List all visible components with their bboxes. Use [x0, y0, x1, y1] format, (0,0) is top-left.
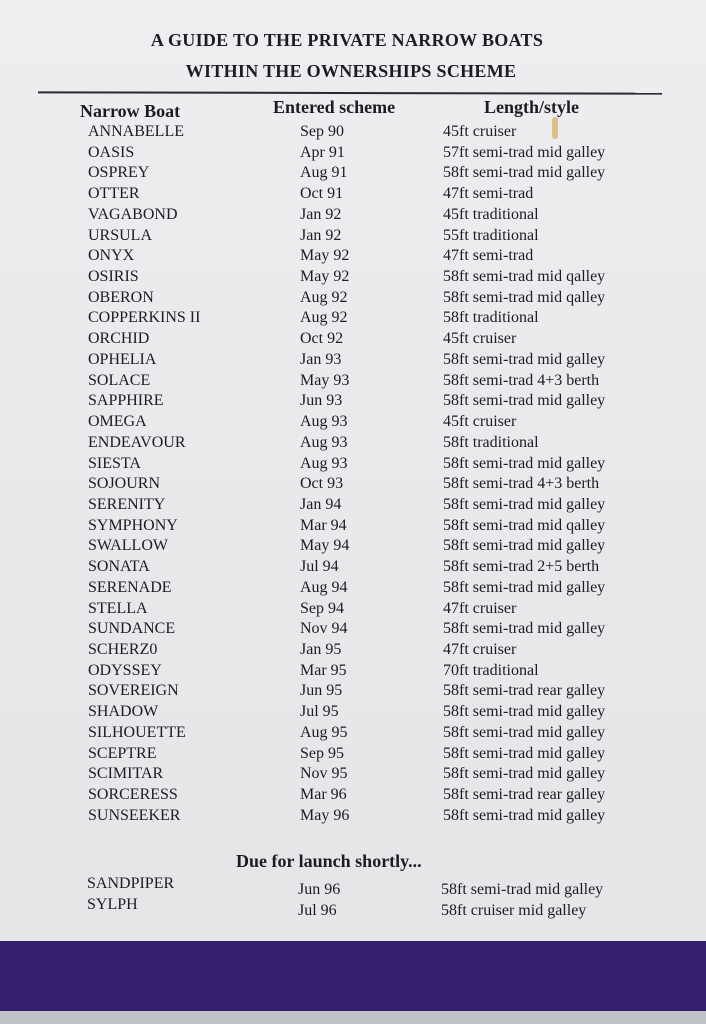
boat-name: OBERON — [88, 288, 154, 306]
boat-name: ENDEAVOUR — [88, 433, 186, 451]
boat-name: ODYSSEY — [88, 661, 162, 679]
table-row — [0, 723, 706, 744]
boat-name: ONYX — [88, 247, 135, 265]
length-style: 58ft semi-trad mid galley — [443, 495, 606, 513]
length-style: 58ft traditional — [443, 433, 539, 451]
entered-date: Aug 93 — [300, 433, 348, 451]
table-row — [0, 557, 706, 578]
table-row — [0, 744, 706, 765]
table-row — [0, 536, 706, 557]
table-row — [0, 702, 706, 723]
table-row — [0, 246, 706, 267]
length-style: 58ft semi-trad 4+3 berth — [443, 371, 600, 389]
entered-date: Jun 96 — [298, 881, 341, 898]
boat-name: SONATA — [88, 558, 150, 576]
table-row — [0, 371, 706, 392]
length-style: 58ft semi-trad mid galley — [443, 806, 606, 824]
boat-name: SYLPH — [87, 896, 138, 913]
length-style: 45ft traditional — [443, 205, 539, 223]
length-style: 45ft cruiser — [443, 413, 517, 431]
table-row — [0, 474, 706, 495]
column-header-entered-scheme: Entered scheme — [273, 97, 396, 117]
table-row — [0, 661, 706, 682]
length-style: 47ft semi-trad — [443, 247, 534, 265]
entered-date: Oct 91 — [300, 185, 344, 203]
boat-name: OASIS — [88, 143, 135, 161]
table-row — [0, 894, 706, 919]
table-row — [0, 681, 706, 702]
length-style: 47ft cruiser — [443, 640, 517, 658]
boat-name: ANNABELLE — [88, 123, 184, 140]
length-style: 47ft semi-trad — [443, 185, 534, 203]
boat-name: STELLA — [88, 599, 148, 617]
entered-date: Jun 93 — [300, 392, 343, 410]
length-style: 58ft semi-trad mid galley — [443, 164, 606, 182]
table-row — [0, 433, 706, 454]
length-style: 58ft semi-trad mid galley — [443, 620, 606, 638]
length-style: 58ft semi-trad 2+5 berth — [443, 558, 600, 576]
entered-date: Aug 92 — [300, 288, 348, 306]
boat-name: OSIRIS — [88, 268, 139, 286]
table-row — [0, 184, 706, 205]
table-row — [0, 288, 706, 309]
entered-date: Mar 94 — [300, 516, 347, 534]
entered-date: Aug 94 — [300, 578, 348, 596]
length-style: 70ft traditional — [443, 661, 539, 679]
boat-name: OTTER — [88, 185, 140, 203]
table-row — [0, 578, 706, 599]
entered-date: May 92 — [300, 268, 350, 286]
length-style: 58ft semi-trad mid qalley — [443, 288, 606, 306]
length-style: 58ft semi-trad mid galley — [443, 578, 606, 596]
entered-date: Nov 94 — [300, 620, 348, 638]
table-row — [0, 619, 706, 640]
table-row — [0, 226, 706, 247]
boat-name: SYMPHONY — [88, 516, 178, 534]
boat-name: SOVEREIGN — [88, 682, 179, 700]
header-divider — [38, 91, 662, 94]
length-style: 45ft cruiser — [443, 330, 517, 348]
table-row — [0, 599, 706, 620]
table-row — [0, 764, 706, 785]
boat-name: SCEPTRE — [88, 744, 157, 762]
entered-date: Apr 91 — [300, 143, 345, 161]
entered-date: Mar 95 — [300, 661, 347, 679]
page-title-line-2: WITHIN THE OWNERSHIPS SCHEME — [185, 61, 517, 81]
length-style: 58ft semi-trad mid galley — [443, 350, 606, 368]
table-row — [0, 391, 706, 412]
table-row — [0, 329, 706, 350]
length-style: 47ft cruiser — [443, 599, 517, 617]
entered-date: Jan 94 — [300, 495, 342, 513]
length-style: 58ft semi-trad mid galley — [443, 537, 606, 555]
launch-heading: Due for launch shortly... — [236, 851, 422, 871]
entered-date: May 93 — [300, 371, 350, 389]
entered-date: Aug 92 — [300, 309, 348, 327]
boat-name: VAGABOND — [88, 205, 178, 223]
entered-date: Jun 95 — [300, 682, 343, 700]
length-style: 58ft semi-trad mid galley — [441, 881, 604, 898]
table-row — [0, 143, 706, 164]
table-row — [0, 122, 706, 143]
boat-name: SIESTA — [88, 454, 141, 472]
boat-name: SANDPIPER — [87, 875, 175, 892]
length-style: 58ft traditional — [443, 309, 539, 327]
table-row — [0, 806, 706, 827]
footer-band — [0, 941, 706, 1011]
length-style: 58ft semi-trad rear galley — [443, 682, 606, 700]
entered-date: Jan 92 — [300, 226, 342, 244]
length-style: 58ft cruiser mid galley — [441, 902, 587, 919]
boat-name: URSULA — [88, 226, 153, 244]
boat-name: SCIMITAR — [88, 765, 164, 783]
table-row — [0, 267, 706, 288]
page-title-line-1: A GUIDE TO THE PRIVATE NARROW BOATS — [150, 30, 544, 50]
boat-name: SHADOW — [88, 703, 159, 721]
table-row — [0, 308, 706, 329]
length-style: 58ft semi-trad mid galley — [443, 454, 606, 472]
boat-name: SWALLOW — [88, 537, 168, 555]
length-style: 55ft traditional — [443, 226, 539, 244]
table-row — [0, 785, 706, 806]
boat-table — [0, 122, 706, 826]
entered-date: May 96 — [300, 806, 350, 824]
table-row — [0, 163, 706, 184]
entered-date: Jan 95 — [300, 640, 342, 658]
entered-date: Aug 93 — [300, 454, 348, 472]
table-row — [0, 640, 706, 661]
page-bottom-edge — [0, 1011, 706, 1024]
table-row — [0, 412, 706, 433]
length-style: 57ft semi-trad mid galley — [443, 143, 606, 161]
boat-name: OSPREY — [88, 164, 150, 182]
table-row — [0, 495, 706, 516]
boat-name: COPPERKINS II — [88, 309, 201, 327]
length-style: 58ft semi-trad mid qalley — [443, 268, 606, 286]
table-row — [0, 205, 706, 226]
entered-date: Oct 93 — [300, 475, 344, 493]
table-row — [0, 350, 706, 371]
entered-date: Aug 95 — [300, 723, 348, 741]
length-style: 58ft semi-trad mid galley — [443, 703, 606, 721]
boat-name: SOLACE — [88, 371, 151, 389]
entered-date: Mar 96 — [300, 786, 347, 803]
length-style: 58ft semi-trad mid qalley — [443, 516, 606, 534]
length-style: 58ft semi-trad rear galley — [443, 786, 606, 803]
length-style: 45ft cruiser — [443, 123, 517, 140]
boat-name: SORCERESS — [88, 786, 178, 803]
entered-date: May 92 — [300, 247, 350, 265]
entered-date: Jul 94 — [300, 558, 339, 576]
entered-date: Jan 92 — [300, 205, 342, 223]
boat-name: ORCHID — [88, 330, 150, 348]
boat-name: SUNDANCE — [88, 620, 176, 638]
length-style: 58ft semi-trad mid galley — [443, 723, 606, 741]
entered-date: Sep 90 — [300, 123, 344, 140]
boat-name: SOJOURN — [88, 475, 161, 493]
table-row — [0, 516, 706, 537]
length-style: 58ft semi-trad mid galley — [443, 392, 606, 410]
table-row — [0, 454, 706, 475]
boat-name: OMEGA — [88, 413, 147, 431]
entered-date: Oct 92 — [300, 330, 344, 348]
length-style: 58ft semi-trad 4+3 berth — [443, 475, 600, 493]
boat-name: SERENADE — [88, 578, 172, 596]
boat-name: SERENITY — [88, 495, 166, 513]
entered-date: May 94 — [300, 537, 350, 555]
column-header-length-style: Length/style — [484, 97, 580, 117]
boat-name: OPHELIA — [88, 350, 157, 368]
entered-date: Jul 95 — [300, 703, 339, 721]
entered-date: Aug 93 — [300, 413, 348, 431]
entered-date: Sep 94 — [300, 599, 344, 617]
boat-name: SCHERZ0 — [88, 640, 158, 658]
length-style: 58ft semi-trad mid galley — [443, 765, 606, 783]
boat-name: SUNSEEKER — [88, 806, 181, 824]
column-header-narrow-boat: Narrow Boat — [80, 101, 181, 121]
boat-name: SILHOUETTE — [88, 723, 186, 741]
boat-name: SAPPHIRE — [88, 392, 164, 410]
length-style: 58ft semi-trad mid galley — [443, 744, 606, 762]
table-row — [0, 873, 706, 898]
entered-date: Jan 93 — [300, 350, 342, 368]
entered-date: Sep 95 — [300, 744, 344, 762]
entered-date: Nov 95 — [300, 765, 348, 783]
entered-date: Aug 91 — [300, 164, 348, 182]
entered-date: Jul 96 — [298, 902, 337, 919]
launch-table — [0, 873, 706, 919]
